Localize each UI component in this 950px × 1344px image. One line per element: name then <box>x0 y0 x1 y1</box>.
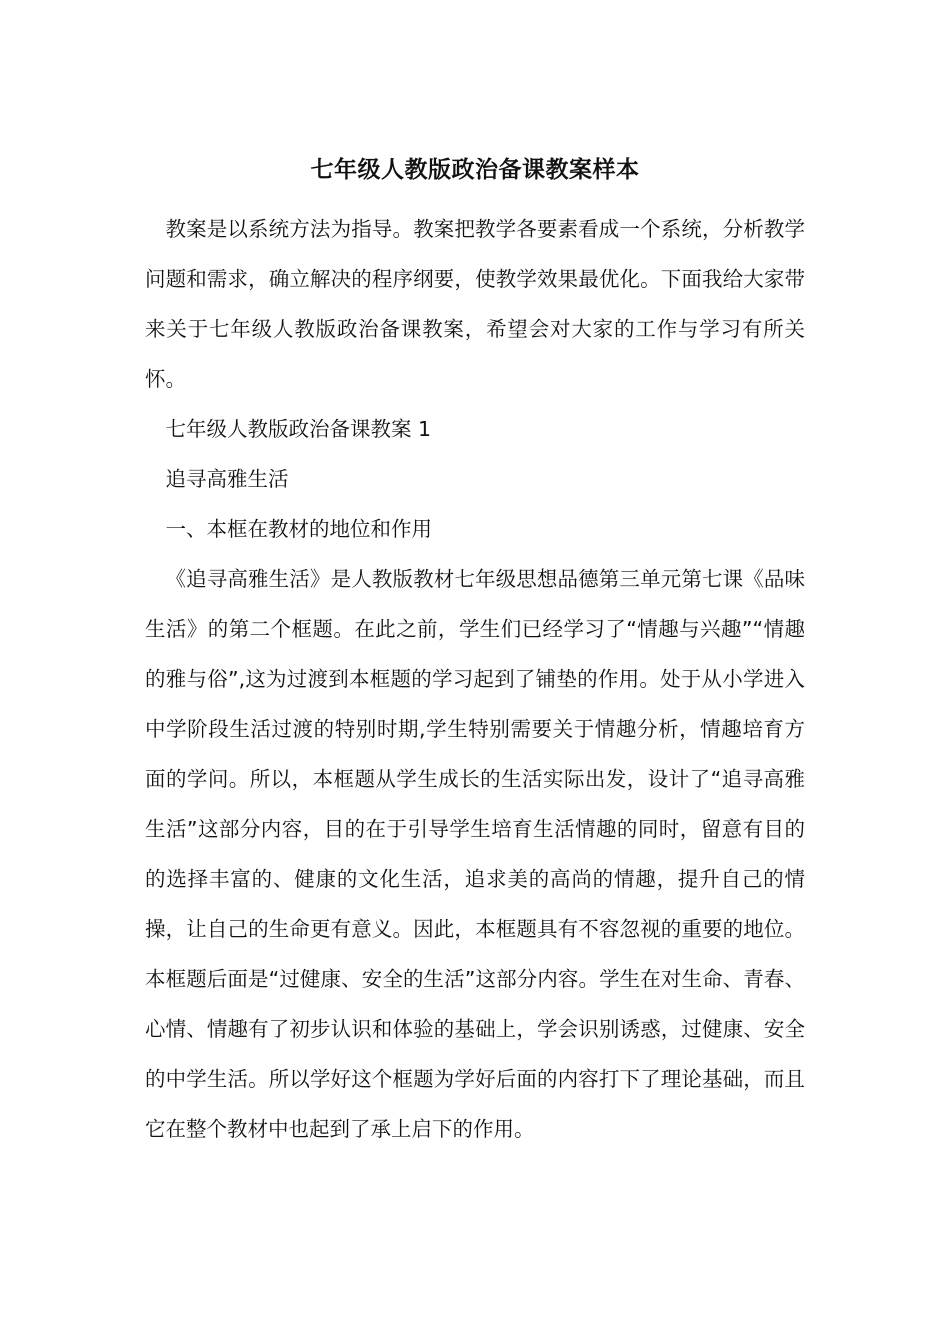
lesson-title: 追寻高雅生活 <box>165 467 289 491</box>
intro-paragraph: 教案是以系统方法为指导。教案把教学各要素看成一个系统，分析教学问题和需求，确立解决的程序纲要，使教学效果最优化。下面我给大家带来关于七年级人教版政治备课教案，希望会对大家的工作与学习有所关怀。 <box>145 217 805 391</box>
body-paragraph: 《追寻高雅生活》是人教版教材七年级思想品德第三单元第七课《品味生活》的第二个框题。在此之前，学生们已经学习了“情趣与兴趣”“情趣的雅与俗”,这为过渡到本框题的学习起到了铺垫的作用。处于从小学进入中学阶段生活过渡的特别时期,学生特别需要关于情趣分析，情趣培育方面的学问。所以，本框题从学生成长的生活实际出发，设计了“追寻高雅生活”这部分内容，目的在于引导学生培育生活情趣的同时，留意有目的的选择丰富的、健康的文化生活，追求美的高尚的情趣，提升自己的情操，让自己的生命更有意义。因此，本框题具有不容忽视的重要的地位。本框题后面是“过健康、安全的生活”这部分内容。学生在对生命、青春、心情、情趣有了初步认识和体验的基础上，学会识别诱惑，过健康、安全的中学生活。所以学好这个框题为学好后面的内容打下了理论基础，而且它在整个教材中也起到了承上启下的作用。 <box>145 567 805 1141</box>
section-title: 七年级人教版政治备课教案 1 <box>165 417 432 441</box>
subsection-title: 一、本框在教材的地位和作用 <box>165 517 432 541</box>
document-body <box>145 204 805 1154</box>
document-title: 七年级人教版政治备课教案样本 <box>310 157 640 183</box>
